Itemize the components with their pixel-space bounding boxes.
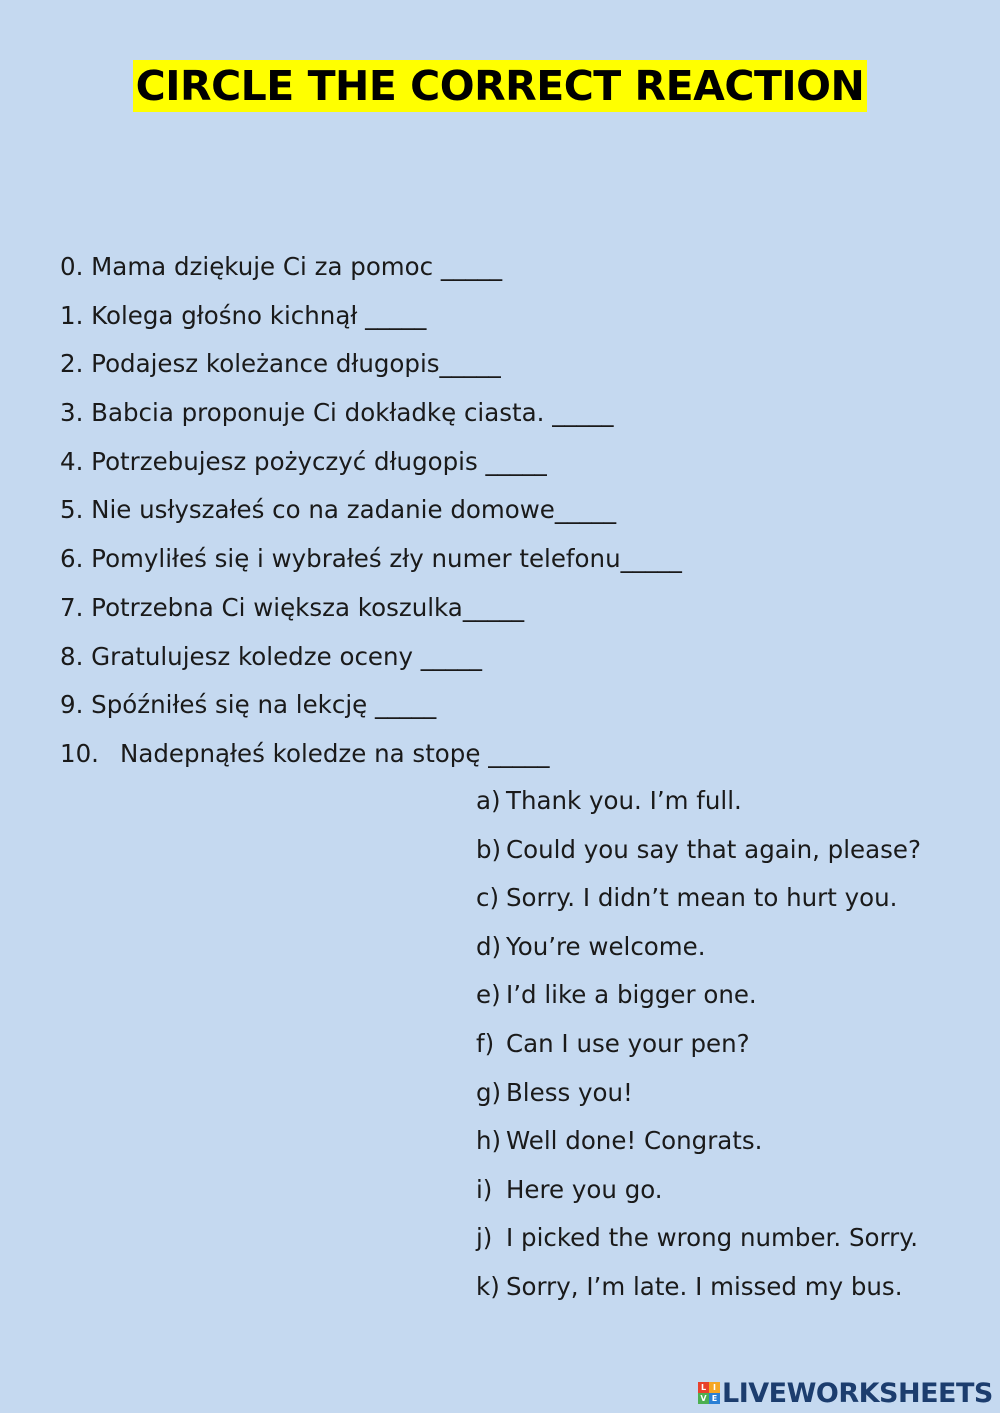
question-item-8: 8. Gratulujesz koledze oceny _____ [60,641,483,671]
answer-item-d [476,923,921,972]
question-item-6: 6. Pomyliłeś się i wybrałeś zły numer telefonu_____ [60,544,682,574]
page-title: CIRCLE THE CORRECT REACTION [133,60,868,112]
title-wrapper [0,60,1000,112]
answer-letter: e) [476,980,501,1010]
answer-item-h [476,1117,921,1166]
answer-letter: g) [476,1077,502,1107]
question-number-10: 10. [60,738,99,768]
answer-text: I’d like a bigger one. [506,980,757,1010]
answer-item-b [476,826,921,875]
answer-text: Sorry. I didn’t mean to hurt you. [506,883,898,913]
answer-item-k [476,1263,921,1312]
liveworksheets-logo[interactable] [698,1378,993,1408]
answer-letter: f) [476,1028,495,1058]
answer-letter: c) [476,883,500,913]
answer-letter: a) [476,786,501,815]
question-item-1: 1. Kolega głośno kichnął _____ [60,300,427,330]
logo-mark-cell: V [698,1393,709,1404]
question-item-10 [60,730,682,779]
answer-item-g [476,1069,921,1118]
question-item-3: 3. Babcia proponuje Ci dokładkę ciasta. _____ [60,398,614,428]
answer-text: Here you go. [506,1174,663,1204]
question-item-2: 2. Podajesz koleżance długopis_____ [60,349,501,379]
liveworksheets-logo-icon [698,1382,720,1404]
answer-item-a [476,777,921,826]
answer-letter: i) [476,1174,493,1204]
answer-text: Sorry, I’m late. I missed my bus. [506,1271,903,1301]
answer-text: Could you say that again, please? [506,834,921,864]
question-item-4: 4. Potrzebujesz pożyczyć długopis _____ [60,446,547,476]
logo-mark-cell: L [698,1382,709,1393]
answer-text: Thank you. I’m full. [506,786,742,815]
answer-letter: k) [476,1271,500,1301]
answer-letter: h) [476,1126,502,1156]
answer-item-f [476,1020,921,1069]
questions-list [60,243,682,779]
answer-item-j [476,1214,921,1263]
answer-text: Well done! Congrats. [506,1126,763,1156]
answer-text: Bless you! [506,1077,633,1107]
answer-text: You’re welcome. [506,931,706,961]
answer-text: I picked the wrong number. Sorry. [506,1223,918,1253]
question-item-9: 9. Spóźniłeś się na lekcję _____ [60,690,437,720]
logo-mark-cell: E [709,1393,720,1404]
answer-item-c [476,874,921,923]
answer-item-e [476,971,921,1020]
question-item-7: 7. Potrzebna Ci większa koszulka_____ [60,592,525,622]
answer-item-i [476,1166,921,1215]
answer-text: Can I use your pen? [506,1028,750,1058]
answers-list [476,777,921,1312]
answer-letter: d) [476,931,502,961]
question-item-5: 5. Nie usłyszałeś co na zadanie domowe_____ [60,495,617,525]
question-text-10: Nadepnąłeś koledze na stopę _____ [120,738,550,768]
answer-letter: b) [476,834,502,864]
question-item-0: 0. Mama dziękuje Ci za pomoc _____ [60,252,503,281]
answer-letter: j) [476,1223,493,1253]
logo-mark-cell: I [709,1382,720,1393]
logo-text: LIVEWORKSHEETS [722,1377,993,1409]
